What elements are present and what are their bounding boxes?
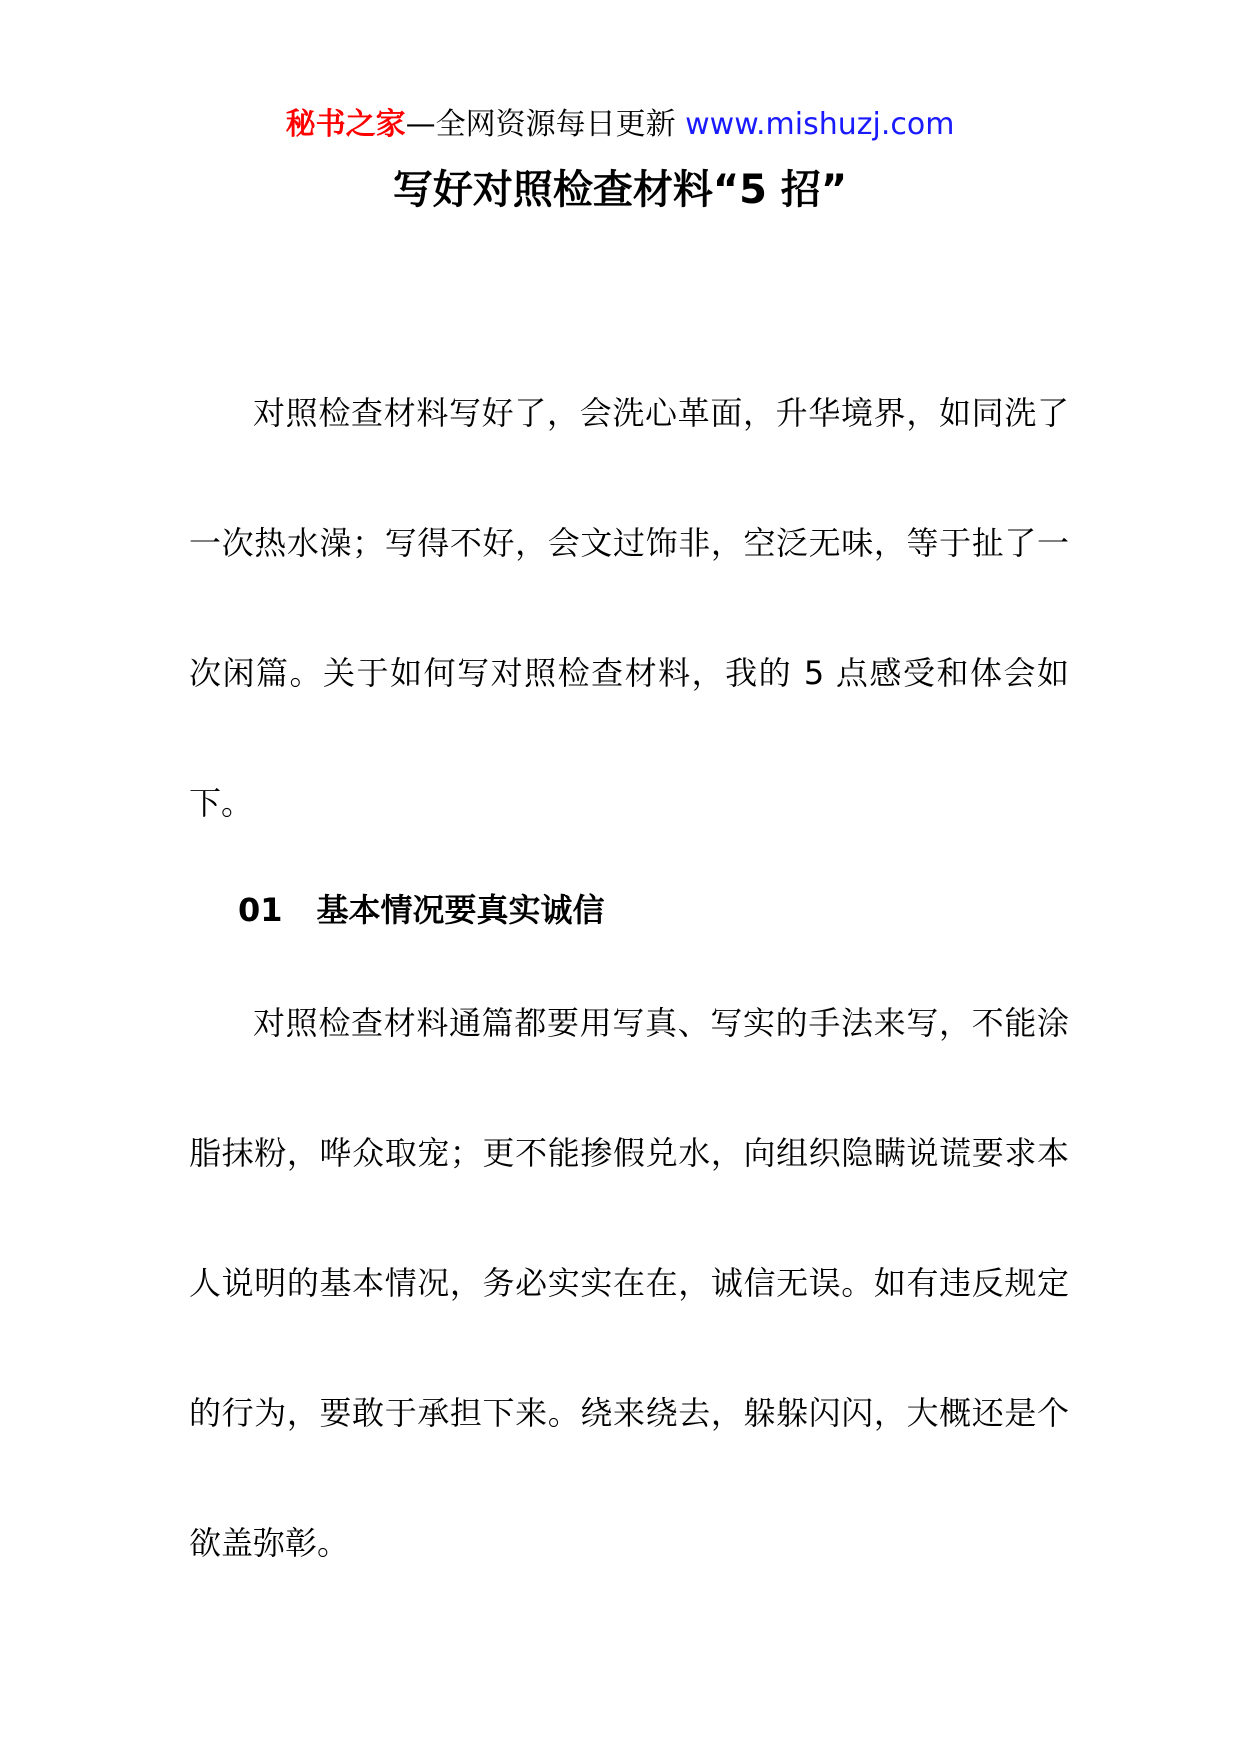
section-heading xyxy=(238,880,605,940)
site-brand: 秘书之家 xyxy=(285,107,406,142)
site-header xyxy=(0,100,1240,150)
section-paragraph: 对照检查材料通篇都要用写真、写实的手法来写，不能涂脂抹粉，哗众取宠；更不能掺假兑水，向组织隐瞒说谎要求本人说明的基本情况，务必实实在在，诚信无误。如有违反规定的行为，要敢于承担下来。绕来绕去，躲躲闪闪，大概还是个欲盖弥彰。 xyxy=(189,1004,1069,1562)
section-number: 01 xyxy=(238,891,283,929)
intro-paragraph: 对照检查材料写好了，会洗心革面，升华境界，如同洗了一次热水澡；写得不好，会文过饰非，空泛无味，等于扯了一次闲篇。关于如何写对照检查材料，我的 5 点感受和体会如下。 xyxy=(189,394,1069,822)
site-tagline: —全网资源每日更新 xyxy=(405,107,686,142)
site-url-link[interactable]: www.mishuzj.com xyxy=(685,107,955,142)
document-title: 写好对照检查材料“5 招” xyxy=(392,167,848,213)
section-heading-text: 基本情况要真实诚信 xyxy=(316,891,605,929)
